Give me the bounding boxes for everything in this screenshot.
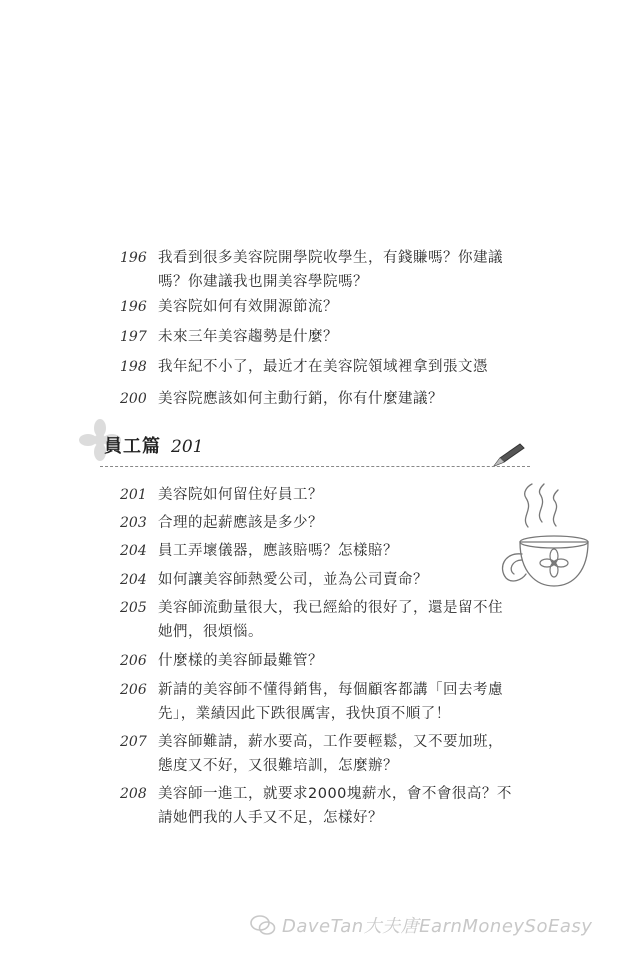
toc-entry-205 [120,596,530,644]
toc-entry-text: 員工弄壞儀器，應該賠嗎？怎樣賠？ [158,543,398,559]
coffee-cup-icon [498,482,598,592]
toc-entry-text: 美容師難請，薪水要高，工作要輕鬆，又不要加班， 態度又不好，又很難培訓，怎麼辦？ [158,734,503,774]
toc-entry-204a [120,539,530,563]
toc-entry-197 [120,325,530,349]
toc-page-number: 200 [120,391,147,407]
toc-entry-200 [120,387,530,411]
toc-entry-text: 未來三年美容趨勢是什麼？ [158,329,338,345]
toc-entry-text: 美容師一進工，就要求2000塊薪水，會不會很高？不 請她們我的人手又不足，怎樣好？ [158,786,512,826]
toc-entry-196a [120,246,530,294]
toc-entry-text: 如何讓美容師熱愛公司，並為公司賣命？ [158,572,428,588]
toc-entry-text: 我年紀不小了，最近才在美容院領域裡拿到張文憑 [158,359,488,375]
section-title: 員工篇 [104,436,161,457]
toc-page-number: 198 [120,359,147,375]
section-heading [104,432,203,458]
toc-entry-206b [120,678,530,726]
toc-page-number: 196 [120,299,147,315]
toc-entry-201 [120,483,530,507]
toc-page-number: 204 [120,543,147,559]
toc-entry-text: 美容院如何有效開源節流？ [158,299,338,315]
toc-page-number: 203 [120,515,147,531]
toc-entry-206a [120,649,530,673]
toc-page-number: 205 [120,600,147,616]
section-page-number: 201 [171,437,204,457]
wechat-icon [250,914,276,936]
section-divider [100,466,530,467]
watermark-text: DaveTan大夫唐EarnMoneySoEasy [282,916,593,937]
toc-entry-208 [120,782,530,830]
toc-entry-198 [120,355,530,379]
watermark [250,912,592,938]
toc-entry-text: 我看到很多美容院開學院收學生，有錢賺嗎？你建議 嗎？你建議我也開美容學院嗎？ [158,250,503,290]
toc-entry-text: 新請的美容師不懂得銷售，每個顧客都講「回去考慮 先」，業績因此下跌很厲害，我快頂不順了！ [158,682,503,722]
toc-entry-text: 什麼樣的美容師最難管？ [158,653,323,669]
toc-page-number: 204 [120,572,147,588]
toc-entry-text: 合理的起薪應該是多少？ [158,515,323,531]
toc-page-number: 197 [120,329,147,345]
toc-page-number: 201 [120,487,147,503]
toc-page-number: 208 [120,786,147,802]
toc-entry-204b [120,568,530,592]
toc-entry-text: 美容院如何留住好員工？ [158,487,323,503]
toc-page-number: 196 [120,250,147,266]
toc-entry-203 [120,511,530,535]
toc-entry-text: 美容師流動量很大，我已經給的很好了，還是留不住 她們，很煩惱。 [158,600,503,640]
toc-page-number: 206 [120,682,147,698]
toc-entry-196b [120,295,530,319]
toc-page-number: 206 [120,653,147,669]
toc-page-number: 207 [120,734,147,750]
toc-entry-text: 美容院應該如何主動行銷，你有什麼建議？ [158,391,443,407]
toc-entry-207 [120,730,530,778]
